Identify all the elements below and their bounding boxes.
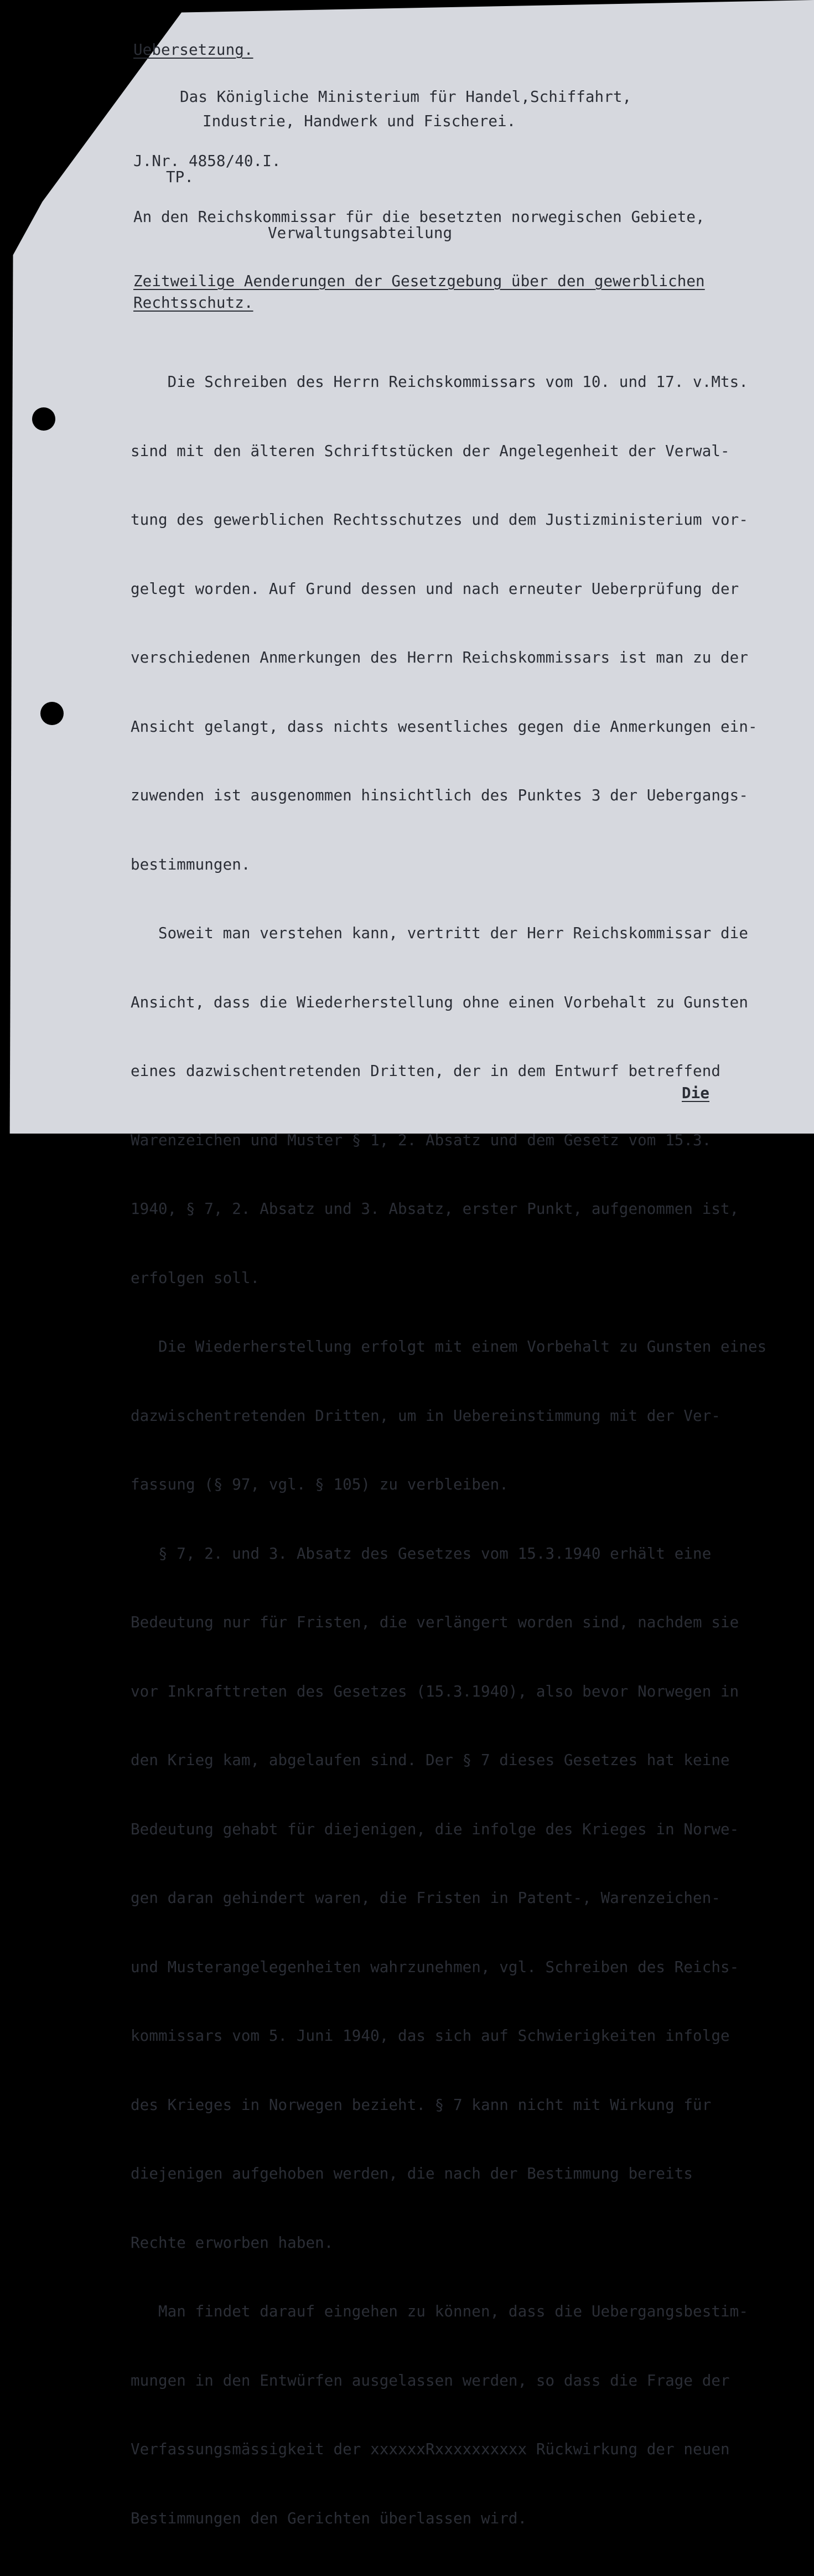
body-line: Soweit man verstehen kann, vertritt der Herr Reichskommissar die: [131, 924, 748, 942]
body-line: Bedeutung nur für Fristen, die verlängert worden sind, nachdem sie: [131, 1613, 739, 1631]
body-line: tung des gewerblichen Rechtsschutzes und dem Justizministerium vor-: [131, 511, 748, 529]
catchword: Die: [682, 1084, 709, 1102]
body-line: gelegt worden. Auf Grund dessen und nach erneuter Ueberprüfung der: [131, 580, 739, 598]
body-line: Verfassungsmässigkeit der xxxxxxRxxxxxxxxxx Rückwirkung der neuen: [131, 2440, 730, 2458]
body-line: Man findet darauf eingehen zu können, dass die Uebergangsbestim-: [131, 2303, 748, 2320]
subject-line-1: Zeitweilige Aenderungen der Gesetzgebung über den gewerblichen: [133, 272, 705, 290]
body-line: diejenigen aufgehoben werden, die nach der Bestimmung bereits: [131, 2165, 693, 2182]
reference-initials: TP.: [166, 168, 194, 186]
body-line: sind mit den älteren Schriftstücken der Angelegenheit der Verwal-: [131, 442, 730, 460]
document-heading: Uebersetzung.: [133, 41, 253, 59]
body-line: vor Inkrafttreten des Gesetzes (15.3.1940), also bevor Norwegen in: [131, 1682, 739, 1700]
body-line: mungen in den Entwürfen ausgelassen werden, so dass die Frage der: [131, 2371, 730, 2389]
body-line: und Musterangelegenheiten wahrzunehmen, vgl. Schreiben des Reichs-: [131, 1958, 739, 1976]
addressee-line-1: An den Reichskommissar für die besetzten norwegischen Gebiete,: [133, 208, 705, 226]
body-line: Die Wiederherstellung erfolgt mit einem Vorbehalt zu Gunsten eines: [131, 1338, 767, 1356]
body-line: dazwischentretenden Dritten, um in Uebereinstimmung mit der Ver-: [131, 1406, 721, 1425]
journal-number: J.Nr. 4858/40.I.: [133, 152, 281, 170]
body-line: zuwenden ist ausgenommen hinsichtlich des Punktes 3 der Uebergangs-: [131, 787, 748, 804]
body-line: Bedeutung gehabt für diejenigen, die infolge des Krieges in Norwe-: [131, 1820, 739, 1838]
body-line: Die Schreiben des Herrn Reichskommissars vom 10. und 17. v.Mts.: [131, 373, 748, 391]
body-line: kommissars vom 5. Juni 1940, das sich auf Schwierigkeiten infolge: [131, 2027, 730, 2045]
body-line: Warenzeichen und Muster § 1, 2. Absatz und dem Gesetz vom 15.3.: [131, 1131, 712, 1149]
body-line: den Krieg kam, abgelaufen sind. Der § 7 dieses Gesetzes hat keine: [131, 1751, 730, 1769]
body-line: des Krieges in Norwegen bezieht. § 7 kann nicht mit Wirkung für: [131, 2096, 712, 2114]
body-line: verschiedenen Anmerkungen des Herrn Reichskommissars ist man zu der: [131, 649, 748, 666]
body-line: Rechte erworben haben.: [131, 2233, 334, 2252]
body-line: bestimmungen.: [131, 855, 251, 873]
body-line: erfolgen soll.: [131, 1269, 260, 1287]
body-line: Bestimmungen den Gerichten überlassen wird.: [131, 2509, 527, 2527]
ministry-line-1: Das Königliche Ministerium für Handel,Schiffahrt,: [180, 88, 632, 106]
body-line: eines dazwischentretenden Dritten, der in dem Entwurf betreffend: [131, 1062, 721, 1080]
body-line: 1940, § 7, 2. Absatz und 3. Absatz, erster Punkt, aufgenommen ist,: [131, 1200, 739, 1218]
subject-line-2: Rechtsschutz.: [133, 294, 253, 312]
body-line: § 7, 2. und 3. Absatz des Gesetzes vom 15.3.1940 erhält eine: [131, 1544, 712, 1563]
body-line: Ansicht gelangt, dass nichts wesentliches gegen die Anmerkungen ein-: [131, 717, 758, 736]
body-text: [131, 325, 766, 2576]
addressee-line-2: Verwaltungsabteilung: [268, 224, 453, 242]
ministry-line-2: Industrie, Handwerk und Fischerei.: [203, 112, 516, 130]
body-line: gen daran gehindert waren, die Fristen in Patent-, Warenzeichen-: [131, 1889, 721, 1907]
body-line: fassung (§ 97, vgl. § 105) zu verbleiben.: [131, 1476, 509, 1493]
body-line: Ansicht, dass die Wiederherstellung ohne einen Vorbehalt zu Gunsten: [131, 993, 748, 1011]
